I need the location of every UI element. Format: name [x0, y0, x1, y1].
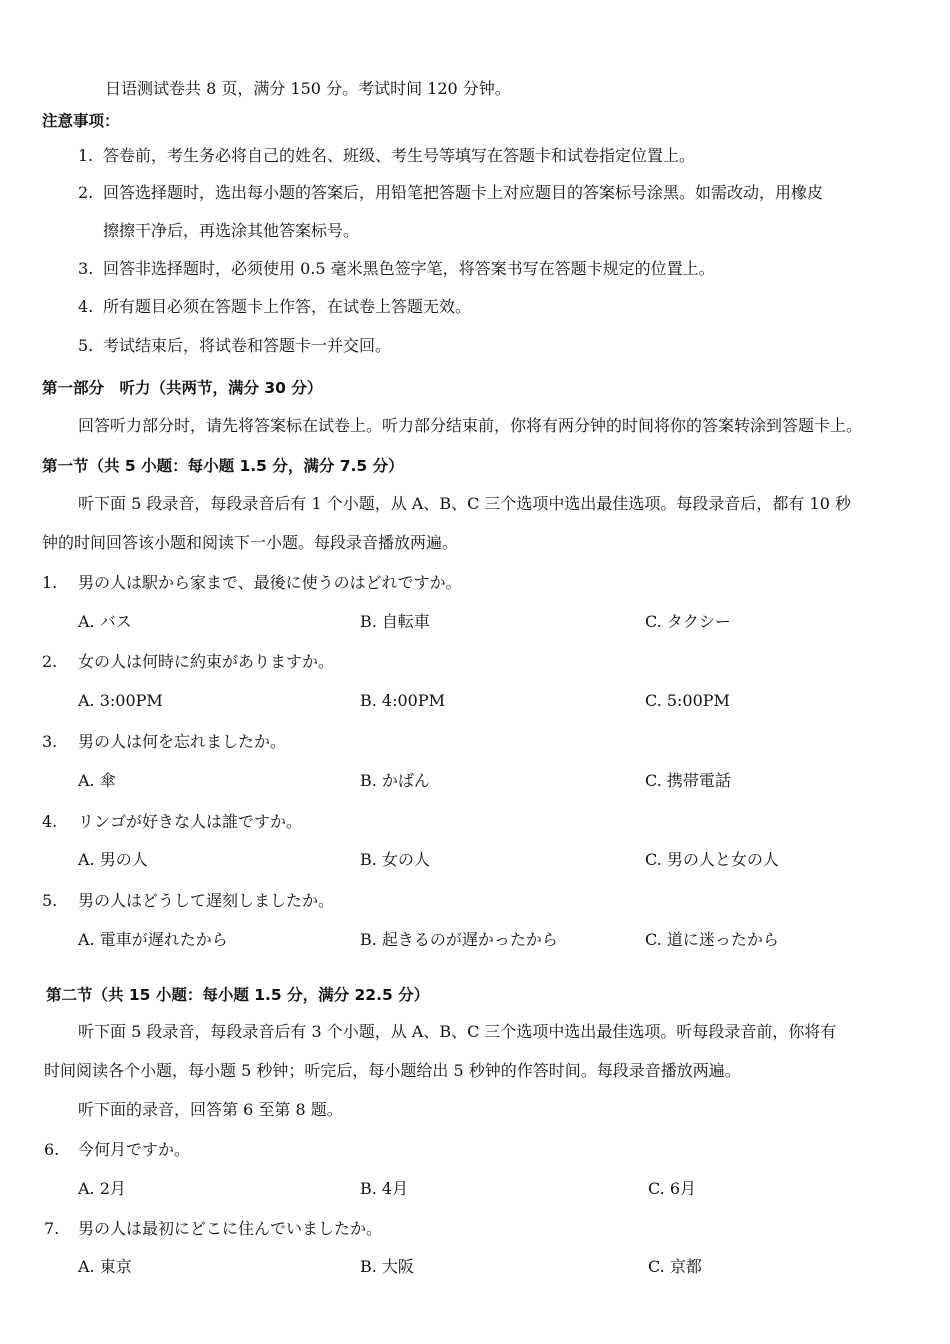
notice-item-5-num: 5.: [78, 336, 94, 355]
section1-title: 第一节（共 5 小题：每小题 1.5 分，满分 7.5 分）: [42, 457, 404, 475]
question-5-option-c: C. 道に迷ったから: [645, 930, 779, 949]
section2-title: 第二节（共 15 小题：每小题 1.5 分，满分 22.5 分）: [46, 986, 430, 1004]
question-1-option-c: C. タクシー: [645, 612, 731, 631]
question-6-number: 6.: [44, 1140, 60, 1159]
question-2-number: 2.: [42, 652, 58, 671]
section2-instruction-1: 听下面 5 段录音，每段录音后有 3 个小题，从 A、B、C 三个选项中选出最佳选项。听每段录音前，你将有: [78, 1022, 837, 1041]
question-3-option-c: C. 携帯電話: [645, 771, 731, 790]
question-1-number: 1.: [42, 573, 58, 592]
question-5-number: 5.: [42, 891, 58, 910]
section1-instruction-1: 听下面 5 段录音，每段录音后有 1 个小题，从 A、B、C 三个选项中选出最佳选项。每段录音后，都有 10 秒: [78, 494, 851, 513]
question-2-option-a: A. 3:00PM: [78, 691, 163, 710]
question-6-text: 今何月ですか。: [78, 1140, 191, 1159]
question-4-option-b: B. 女の人: [360, 850, 430, 869]
notice-item-2-cont: 擦擦干净后，再选涂其他答案标号。: [103, 221, 360, 240]
question-6-option-b: B. 4月: [360, 1179, 409, 1198]
notice-item-3-num: 3.: [78, 259, 94, 278]
notice-item-1: 答卷前，考生务必将自己的姓名、班级、考生号等填写在答题卡和试卷指定位置上。: [103, 146, 696, 165]
part1-instruction: 回答听力部分时，请先将答案标在试卷上。听力部分结束前，你将有两分钟的时间将你的答案转涂到答题卡上。: [78, 416, 863, 435]
notice-item-1-num: 1.: [78, 146, 94, 165]
question-2-option-c: C. 5:00PM: [645, 691, 730, 710]
question-2-option-b: B. 4:00PM: [360, 691, 446, 710]
question-4-number: 4.: [42, 812, 58, 831]
notice-item-4: 所有题目必须在答题卡上作答，在试卷上答题无效。: [103, 297, 472, 316]
notice-item-2-num: 2.: [78, 183, 94, 202]
question-5-option-a: A. 電車が遅れたから: [78, 930, 228, 949]
section2-instruction-2: 时间阅读各个小题，每小题 5 秒钟；听完后，每小题给出 5 秒钟的作答时间。每段录音播放两遍。: [44, 1061, 741, 1080]
notice-item-3: 回答非选择题时，必须使用 0.5 毫米黑色签字笔，将答案书写在答题卡规定的位置上。: [103, 259, 715, 278]
question-7-text: 男の人は最初にどこに住んでいましたか。: [78, 1219, 383, 1238]
question-1-option-a: A. バス: [78, 612, 132, 631]
section1-instruction-2: 钟的时间回答该小题和阅读下一小题。每段录音播放两遍。: [42, 533, 459, 552]
question-7-option-b: B. 大阪: [360, 1257, 414, 1276]
notice-item-4-num: 4.: [78, 297, 94, 316]
question-7-number: 7.: [44, 1219, 60, 1238]
question-7-option-c: C. 京都: [648, 1257, 702, 1276]
part1-title: 第一部分 听力（共两节，满分 30 分）: [42, 379, 323, 397]
question-3-text: 男の人は何を忘れましたか。: [78, 732, 287, 751]
section2-sub-instruction: 听下面的录音，回答第 6 至第 8 题。: [78, 1100, 343, 1119]
question-3-option-a: A. 傘: [78, 771, 116, 790]
notice-title: 注意事项：: [42, 112, 120, 130]
notice-item-5: 考试结束后，将试卷和答题卡一并交回。: [103, 336, 392, 355]
question-1-text: 男の人は駅から家まで、最後に使うのはどれですか。: [78, 573, 462, 592]
exam-intro: 日语测试卷共 8 页，满分 150 分。考试时间 120 分钟。: [105, 79, 511, 98]
question-1-option-b: B. 自転車: [360, 612, 430, 631]
question-3-option-b: B. かばん: [360, 771, 430, 790]
question-6-option-c: C. 6月: [648, 1179, 697, 1198]
question-2-text: 女の人は何時に約束がありますか。: [78, 652, 335, 671]
question-4-option-c: C. 男の人と女の人: [645, 850, 779, 869]
question-5-option-b: B. 起きるのが遅かったから: [360, 930, 558, 949]
question-7-option-a: A. 東京: [78, 1257, 132, 1276]
question-4-option-a: A. 男の人: [78, 850, 148, 869]
question-6-option-a: A. 2月: [78, 1179, 126, 1198]
question-3-number: 3.: [42, 732, 58, 751]
notice-item-2: 回答选择题时，选出每小题的答案后，用铅笔把答题卡上对应题目的答案标号涂黑。如需改动，用橡皮: [103, 183, 824, 202]
question-5-text: 男の人はどうして遅刻しましたか。: [78, 891, 335, 910]
question-4-text: リンゴが好きな人は誰ですか。: [78, 812, 303, 831]
